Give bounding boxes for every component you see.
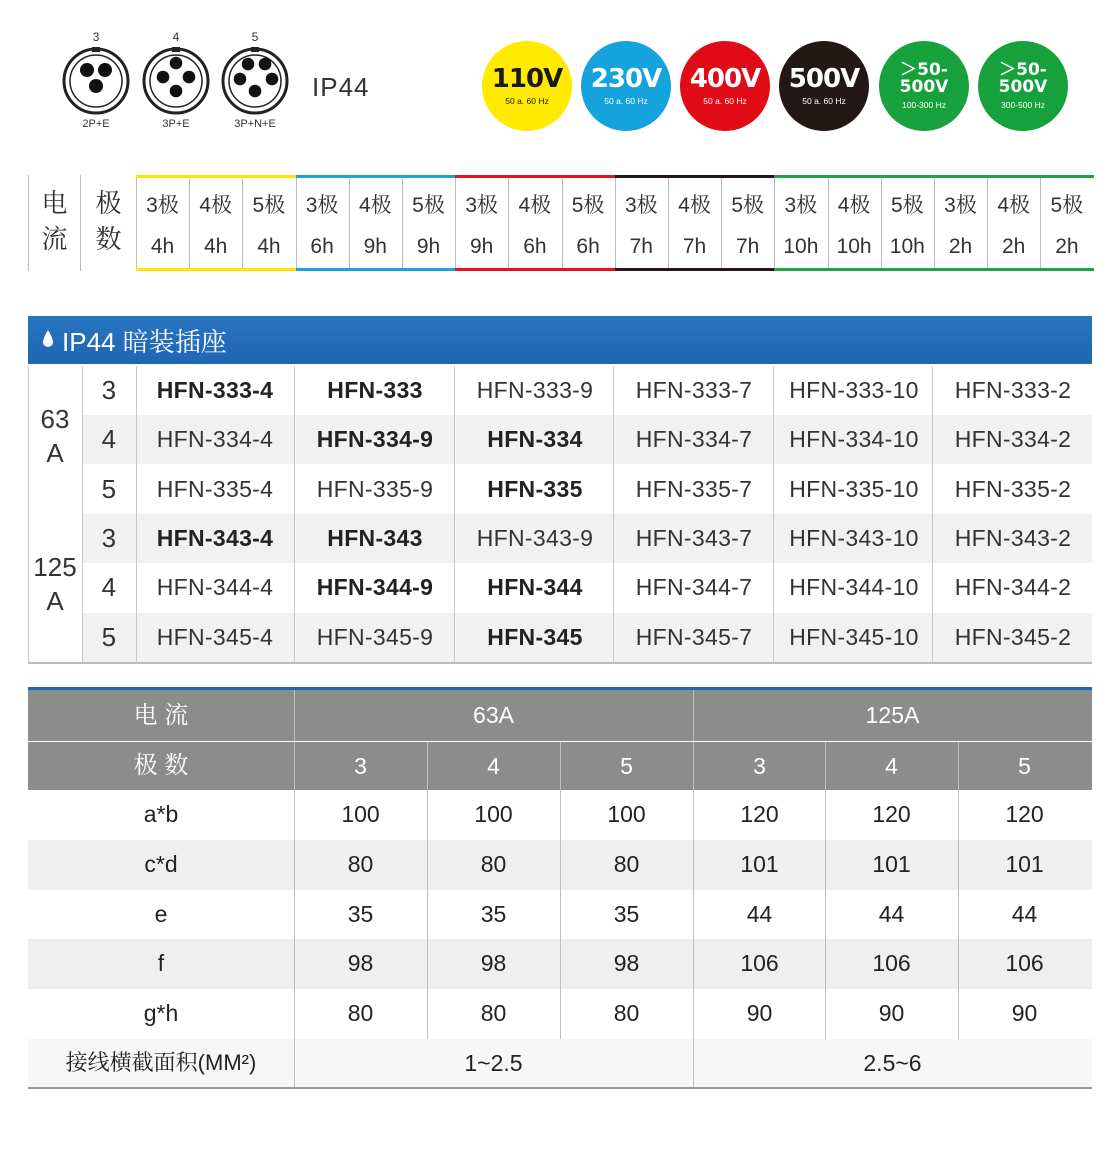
- column-divider: [932, 366, 933, 662]
- plug-pin-count: 3: [92, 30, 100, 44]
- model-code-cell: HFN-335-2: [954, 475, 1072, 502]
- socket-face-icon: [220, 46, 290, 116]
- dimension-value: 90: [746, 1000, 773, 1027]
- dimension-value: 35: [613, 900, 640, 927]
- column-divider: [82, 366, 83, 662]
- pin-hole: [242, 58, 255, 71]
- model-code-cell: HFN-334-4: [156, 426, 274, 453]
- pole-count-cell: 5极: [412, 194, 445, 217]
- duration-cell: 4h: [257, 235, 281, 258]
- pole-count-cell: 4极: [199, 194, 233, 217]
- dimension-value: 106: [740, 950, 779, 977]
- pole-count-cell: 4极: [837, 194, 871, 217]
- dimension-value: 35: [347, 900, 374, 927]
- pole-count-cell: 5极: [731, 194, 765, 217]
- pin-hole: [234, 73, 247, 86]
- voltage-range-line1: ＞50-: [900, 60, 948, 80]
- voltage-badge: [879, 41, 969, 131]
- pole-count-cell: 5极: [1050, 194, 1084, 217]
- table-row: [82, 613, 1092, 662]
- duration-cell: 2h: [1055, 235, 1079, 258]
- model-code-cell: HFN-334-9: [316, 426, 434, 453]
- wire-section-value: 1~2.5: [464, 1050, 523, 1076]
- duration-cell: 4h: [150, 235, 175, 258]
- dimension-value: 44: [746, 900, 773, 927]
- table-bottom-border: [28, 1087, 1092, 1089]
- pole-count-cell: 3极: [305, 194, 339, 217]
- pin-hole: [170, 57, 183, 70]
- group-color-bar-top: [455, 175, 615, 178]
- plug-diagram: [61, 30, 131, 130]
- current-value: 125A: [865, 702, 920, 728]
- pole-count-cell: 4极: [518, 194, 552, 217]
- voltage-value: 110V: [491, 64, 563, 94]
- pin-hole: [249, 85, 262, 98]
- model-code-cell: HFN-334-10: [789, 426, 919, 453]
- table-left-border: [28, 366, 29, 662]
- model-code-cell: HFN-343-4: [156, 524, 274, 551]
- model-code-cell: HFN-345: [487, 623, 583, 650]
- dimension-value: 90: [878, 1000, 905, 1027]
- plug-diagram: [220, 30, 290, 130]
- duration-cell: 6h: [310, 235, 334, 258]
- wire-section-label: 接线横截面积(MM²): [65, 1050, 257, 1075]
- socket-face-icon: [61, 46, 131, 116]
- current-label: 电 流: [133, 702, 189, 729]
- model-code-cell: HFN-345-7: [635, 623, 753, 650]
- socket-table-title: IP44 暗装插座: [62, 326, 227, 357]
- duration-cell: 2h: [1002, 235, 1026, 258]
- pole-number: 5: [101, 621, 117, 652]
- dimension-value: 80: [347, 1000, 374, 1027]
- column-divider: [427, 742, 428, 1039]
- column-divider: [613, 366, 614, 662]
- dimension-value: 44: [878, 900, 905, 927]
- model-code-cell: HFN-333-2: [954, 377, 1072, 403]
- amperage-label: 125 A: [33, 551, 77, 616]
- dimension-label: f: [157, 950, 165, 977]
- column-divider: [136, 366, 137, 662]
- duration-cell: 10h: [783, 235, 819, 258]
- dimension-value: 100: [474, 801, 513, 827]
- table-row: [82, 465, 1092, 514]
- pole-count-cell: 3极: [944, 194, 977, 217]
- voltage-badge: [482, 41, 572, 131]
- pole-count-cell: 5极: [571, 194, 605, 217]
- pin-hole: [98, 63, 112, 77]
- dimension-value: 90: [1011, 1000, 1038, 1027]
- table-row: [82, 563, 1092, 612]
- group-color-bar-bottom: [455, 268, 615, 271]
- duration-cell: 7h: [682, 235, 707, 258]
- current-header-text: 电 流: [41, 188, 68, 254]
- poles-label: 极 数: [133, 752, 189, 779]
- pole-value: 5: [1018, 753, 1031, 779]
- column-divider: [294, 1039, 295, 1087]
- dimension-value: 120: [740, 801, 779, 827]
- voltage-value: 500V: [788, 64, 860, 94]
- pole-count-cell: 3极: [784, 194, 818, 217]
- table-row: [82, 514, 1092, 563]
- model-code-cell: HFN-335-10: [789, 475, 919, 502]
- group-color-bar-top: [774, 175, 934, 178]
- dimension-value: 101: [1005, 850, 1044, 877]
- group-color-bar-bottom: [136, 268, 296, 271]
- dimension-value: 98: [480, 950, 507, 977]
- column-divider: [294, 690, 295, 1039]
- duration-cell: 9h: [470, 235, 494, 258]
- dimension-value: 98: [347, 950, 374, 977]
- duration-cell: 6h: [576, 235, 600, 258]
- frequency-label: 50 a. 60 Hz: [604, 96, 648, 106]
- pole-count-cell: 3极: [465, 194, 499, 217]
- frequency-label: 50 a. 60 Hz: [703, 96, 747, 106]
- column-divider: [773, 366, 774, 662]
- model-code-cell: HFN-344-9: [316, 574, 434, 601]
- pole-number: 4: [101, 424, 117, 455]
- model-code-cell: HFN-344: [487, 574, 583, 601]
- dimension-value: 120: [1005, 801, 1044, 827]
- pole-number: 3: [101, 375, 117, 405]
- model-code-cell: HFN-335: [487, 475, 583, 502]
- pole-value: 4: [885, 753, 898, 779]
- model-code-cell: HFN-345-10: [789, 623, 919, 650]
- model-code-cell: HFN-333-4: [156, 377, 274, 403]
- dimension-value: 80: [613, 850, 640, 877]
- model-code-cell: HFN-335-7: [635, 475, 753, 502]
- duration-cell: 7h: [629, 235, 653, 258]
- column-divider: [958, 742, 959, 1039]
- voltage-badge: [581, 41, 671, 131]
- column-divider: [294, 366, 295, 662]
- current-value: 63A: [473, 702, 514, 728]
- model-code-cell: HFN-345-4: [156, 623, 274, 650]
- model-code-cell: HFN-334: [487, 426, 583, 453]
- duration-cell: 4h: [204, 235, 228, 258]
- dimension-value: 100: [607, 801, 646, 827]
- pole-value: 3: [354, 753, 367, 779]
- model-code-cell: HFN-343-7: [635, 524, 753, 551]
- duration-cell: 6h: [523, 235, 547, 258]
- model-code-cell: HFN-334-7: [635, 426, 753, 453]
- amperage-label: 63 A: [40, 404, 70, 468]
- model-code-cell: HFN-333: [327, 377, 423, 403]
- model-code-cell: HFN-335-9: [316, 475, 434, 502]
- socket-table-title-bar: [28, 316, 1092, 364]
- dimension-label: a*b: [143, 801, 179, 827]
- column-divider: [693, 690, 694, 1039]
- model-code-cell: HFN-343-2: [954, 524, 1072, 551]
- dimension-value: 80: [347, 850, 374, 877]
- model-code-cell: HFN-344-10: [789, 574, 919, 601]
- plug-pin-count: 4: [172, 30, 180, 44]
- column-divider: [454, 366, 455, 662]
- pole-value: 4: [487, 753, 500, 779]
- table-row: [82, 415, 1092, 464]
- group-color-bar-bottom: [774, 268, 934, 271]
- duration-cell: 9h: [416, 235, 441, 258]
- frequency-label: 100-300 Hz: [902, 100, 946, 110]
- group-color-bar-bottom: [615, 268, 775, 271]
- column-divider: [560, 742, 561, 1039]
- group-color-bar-bottom: [934, 268, 1094, 271]
- pin-hole: [157, 71, 170, 84]
- voltage-range-line1: ＞50-: [999, 60, 1047, 80]
- table-row: [82, 366, 1092, 415]
- group-color-bar-bottom: [296, 268, 456, 271]
- pole-number: 5: [101, 473, 117, 504]
- dimension-value: 80: [480, 1000, 507, 1027]
- column-divider: [693, 1039, 694, 1087]
- dimension-label: e: [154, 900, 168, 927]
- current-header: [28, 175, 80, 271]
- pole-count-cell: 3极: [146, 194, 179, 217]
- plug-config-label: 3P+N+E: [234, 118, 276, 130]
- dimension-value: 101: [740, 850, 779, 877]
- model-code-cell: HFN-334-2: [954, 426, 1072, 453]
- pin-hole: [266, 73, 279, 86]
- duration-cell: 9h: [363, 235, 387, 258]
- dimension-value: 120: [872, 801, 911, 827]
- pole-count-cell: 5极: [890, 194, 924, 217]
- dimension-value: 100: [341, 801, 380, 827]
- model-code-cell: HFN-333-9: [476, 377, 594, 403]
- pole-count-cell: 4极: [358, 194, 392, 217]
- dimension-label: g*h: [143, 1000, 179, 1027]
- group-color-bar-top: [934, 175, 1094, 178]
- voltage-range-line2: 500V: [998, 77, 1048, 97]
- model-code-cell: HFN-344-4: [156, 574, 274, 601]
- frequency-label: 50 a. 60 Hz: [802, 96, 846, 106]
- column-divider: [825, 742, 826, 1039]
- pin-hole: [80, 63, 94, 77]
- ip-rating-label: IP44: [312, 72, 370, 102]
- wire-section-row: [28, 1039, 1092, 1087]
- duration-cell: 7h: [736, 235, 760, 258]
- dimension-label: c*d: [144, 850, 178, 877]
- model-code-cell: HFN-343: [327, 524, 423, 551]
- pin-hole: [170, 85, 183, 98]
- voltage-range-line2: 500V: [899, 77, 949, 97]
- dimension-value: 106: [872, 950, 911, 977]
- model-code-cell: HFN-343-10: [789, 524, 919, 551]
- pole-count-cell: 4极: [997, 194, 1031, 217]
- model-code-cell: HFN-343-9: [476, 524, 594, 551]
- header-separator: [28, 741, 1092, 742]
- voltage-value: 400V: [689, 64, 761, 94]
- pin-hole: [259, 58, 272, 71]
- pole-value: 5: [620, 753, 633, 779]
- frequency-label: 50 a. 60 Hz: [505, 96, 549, 106]
- duration-cell: 10h: [836, 235, 872, 258]
- model-code-cell: HFN-333-10: [789, 377, 919, 403]
- dimension-value: 35: [480, 900, 507, 927]
- model-code-cell: HFN-344-2: [954, 574, 1072, 601]
- plug-pin-count: 5: [251, 30, 259, 44]
- table-bottom-border: [28, 662, 1092, 664]
- poles-header: [80, 175, 136, 271]
- model-code-cell: HFN-333-7: [635, 377, 753, 403]
- duration-cell: 2h: [948, 235, 973, 258]
- group-color-bar-top: [136, 175, 296, 178]
- duration-cell: 10h: [889, 235, 925, 258]
- dimension-value: 80: [613, 1000, 640, 1027]
- poles-header-text: 极 数: [95, 188, 122, 254]
- wire-section-value: 2.5~6: [863, 1050, 922, 1076]
- dimension-value: 101: [872, 850, 911, 877]
- pole-count-cell: 5极: [252, 194, 286, 217]
- pin-hole: [183, 71, 196, 84]
- pole-count-cell: 3极: [624, 194, 658, 217]
- pole-number: 4: [101, 572, 117, 603]
- header-row-current: [28, 690, 1092, 741]
- plug-config-label: 3P+E: [162, 118, 190, 130]
- model-code-cell: HFN-345-9: [316, 623, 434, 650]
- pin-hole: [89, 79, 103, 93]
- pole-value: 3: [753, 753, 766, 779]
- voltage-value: 230V: [590, 64, 662, 94]
- dimension-value: 98: [613, 950, 640, 977]
- dimension-value: 106: [1005, 950, 1044, 977]
- water-drop-icon: [42, 325, 54, 356]
- model-code-cell: HFN-335-4: [156, 475, 274, 502]
- dimension-value: 80: [480, 850, 507, 877]
- model-code-cell: HFN-344-7: [635, 574, 753, 601]
- voltage-badge: [779, 41, 869, 131]
- plug-diagram: [141, 30, 211, 130]
- frequency-label: 300-500 Hz: [1001, 100, 1045, 110]
- voltage-badge: [680, 41, 770, 131]
- pole-count-cell: 4极: [678, 194, 711, 217]
- voltage-badge: [978, 41, 1068, 131]
- socket-face-icon: [141, 46, 211, 116]
- model-code-cell: HFN-345-2: [954, 623, 1072, 650]
- group-color-bar-top: [615, 175, 775, 178]
- plug-config-label: 2P+E: [82, 118, 110, 130]
- pole-number: 3: [101, 522, 117, 553]
- dimension-value: 44: [1011, 900, 1038, 927]
- group-color-bar-top: [296, 175, 456, 178]
